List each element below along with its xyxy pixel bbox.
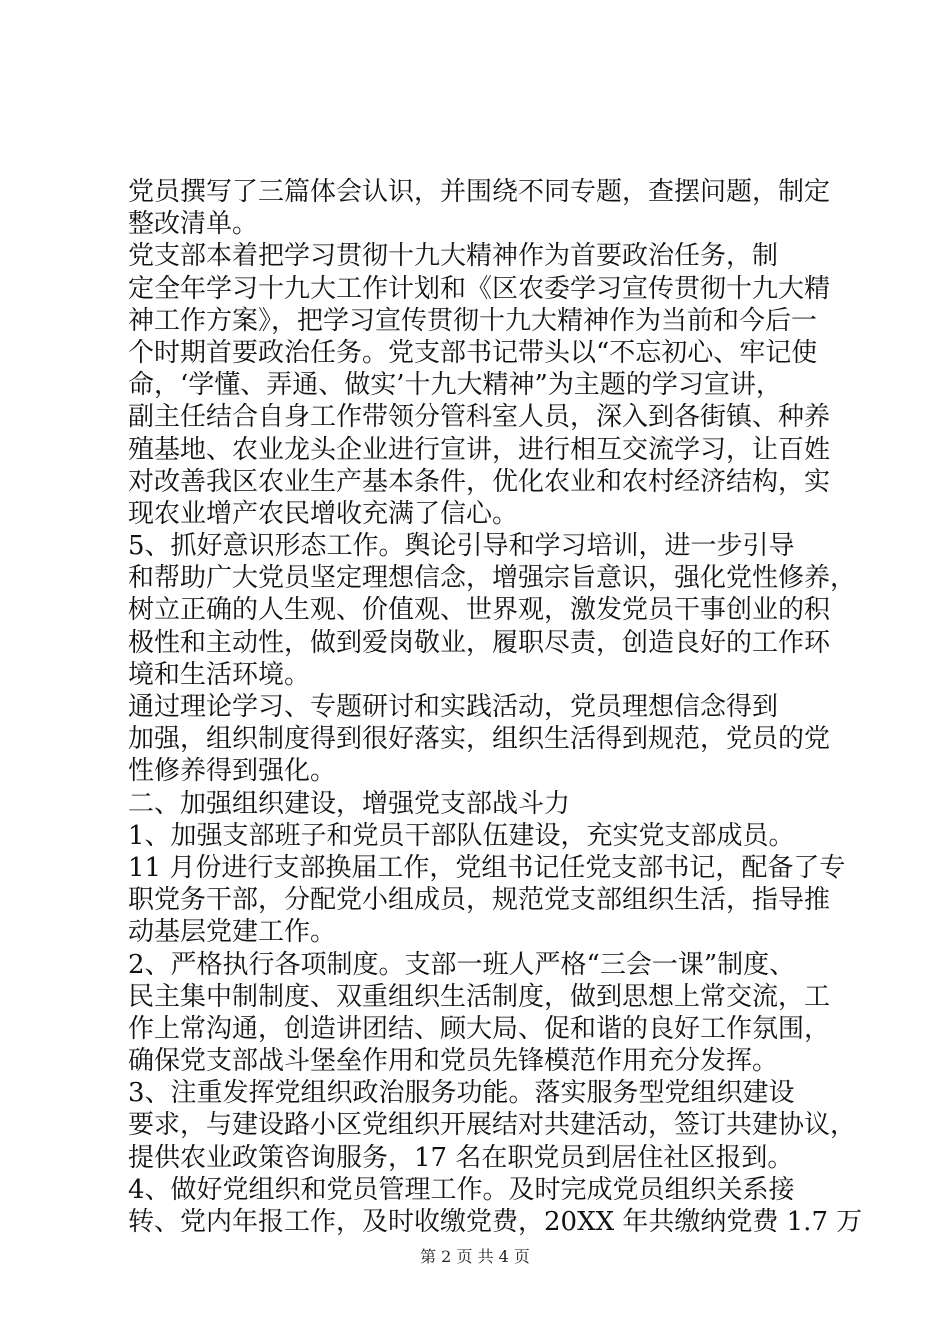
text-line: 4、做好党组织和党员管理工作。及时完成党员组织关系接: [128, 1174, 795, 1205]
text-line: 职党务干部，分配党小组成员，规范党支部组织生活，指导推: [128, 885, 831, 916]
paragraph-4: [128, 691, 840, 788]
text-line: 性修养得到强化。: [128, 756, 337, 787]
page-number-label: 第 2 页 共 4 页: [420, 1247, 530, 1266]
text-line: 树立正确的人生观、价值观、世界观，激发党员干事创业的积: [128, 595, 831, 626]
paragraph-6: [128, 820, 846, 949]
text-line: 3、注重发挥党组织政治服务功能。落实服务型党组织建设: [128, 1078, 795, 1109]
text-line: 作上常沟通，创造讲团结、顾大局、促和谐的良好工作氛围，: [128, 1013, 831, 1044]
text-line: 神工作方案》，把学习宣传贯彻十九大精神作为当前和今后一: [128, 305, 818, 336]
paragraph-7: [128, 949, 840, 1078]
paragraph-9: [128, 1174, 863, 1238]
text-line: 现农业增产农民增收充满了信心。: [128, 498, 519, 529]
text-line: 副主任结合自身工作带领分管科室人员，深入到各街镇、种养: [128, 402, 831, 433]
paragraph-8: [128, 1077, 857, 1174]
text-line: 党员撰写了三篇体会认识，并围绕不同专题，查摆问题，制定: [128, 177, 831, 207]
text-line: 殖基地、农业龙头企业进行宣讲，进行相互交流学习，让百姓: [128, 434, 831, 465]
text-line: 和帮助广大党员坚定理想信念，增强宗旨意识，强化党性修养，: [128, 563, 857, 594]
text-line: 对改善我区农业生产基本条件，优化农业和农村经济结构，实: [128, 466, 831, 497]
text-line: 定全年学习十九大工作计划和《区农委学习宣传贯彻十九大精: [128, 273, 831, 304]
text-line: 整改清单。: [128, 209, 259, 240]
text-line: 极性和主动性，做到爱岗敬业，履职尽责，创造良好的工作环: [128, 627, 831, 658]
text-line: 党支部本着把学习贯彻十九大精神作为首要政治任务，制: [128, 241, 779, 272]
document-body: [128, 176, 863, 1238]
text-line: 2、严格执行各项制度。支部一班人严格“三会一课”制度、: [128, 949, 796, 980]
text-line: 转、党内年报工作，及时收缴党费，20XX 年共缴纳党费 1.7 万: [128, 1207, 863, 1237]
text-line: 通过理论学习、专题研讨和实践活动，党员理想信念得到: [128, 692, 779, 722]
text-line: 提供农业政策咨询服务，17 名在职党员到居住社区报到。: [128, 1142, 794, 1173]
text-line: 境和生活环境。: [128, 659, 311, 690]
text-line: 二、加强组织建设，增强党支部战斗力: [128, 788, 571, 819]
text-line: 加强，组织制度得到很好落实，组织生活得到规范，党员的党: [128, 724, 831, 755]
section-heading: [128, 788, 840, 820]
text-line: 动基层党建工作。: [128, 917, 337, 948]
text-line: 1、加强支部班子和党员干部队伍建设，充实党支部成员。: [128, 820, 795, 851]
text-line: 5、抓好意识形态工作。舆论引导和学习培训，进一步引导: [128, 531, 795, 562]
text-line: 命，‘学懂、弄通、做实’十九大精神”为主题的学习宣讲，: [128, 370, 782, 401]
paragraph-3: [128, 530, 857, 691]
text-line: 民主集中制制度、双重组织生活制度，做到思想上常交流，工: [128, 981, 831, 1012]
text-line: 要求，与建设路小区党组织开展结对共建活动，签订共建协议，: [128, 1110, 857, 1141]
paragraph-1: [128, 176, 840, 240]
text-line: 11 月份进行支部换届工作，党组书记任党支部书记，配备了专: [128, 852, 846, 883]
page-footer: [0, 1244, 950, 1267]
paragraph-2: [128, 240, 840, 530]
text-line: 个时期首要政治任务。党支部书记带头以“不忘初心、牢记使: [128, 337, 818, 368]
text-line: 确保党支部战斗堡垒作用和党员先锋模范作用充分发挥。: [128, 1046, 779, 1077]
